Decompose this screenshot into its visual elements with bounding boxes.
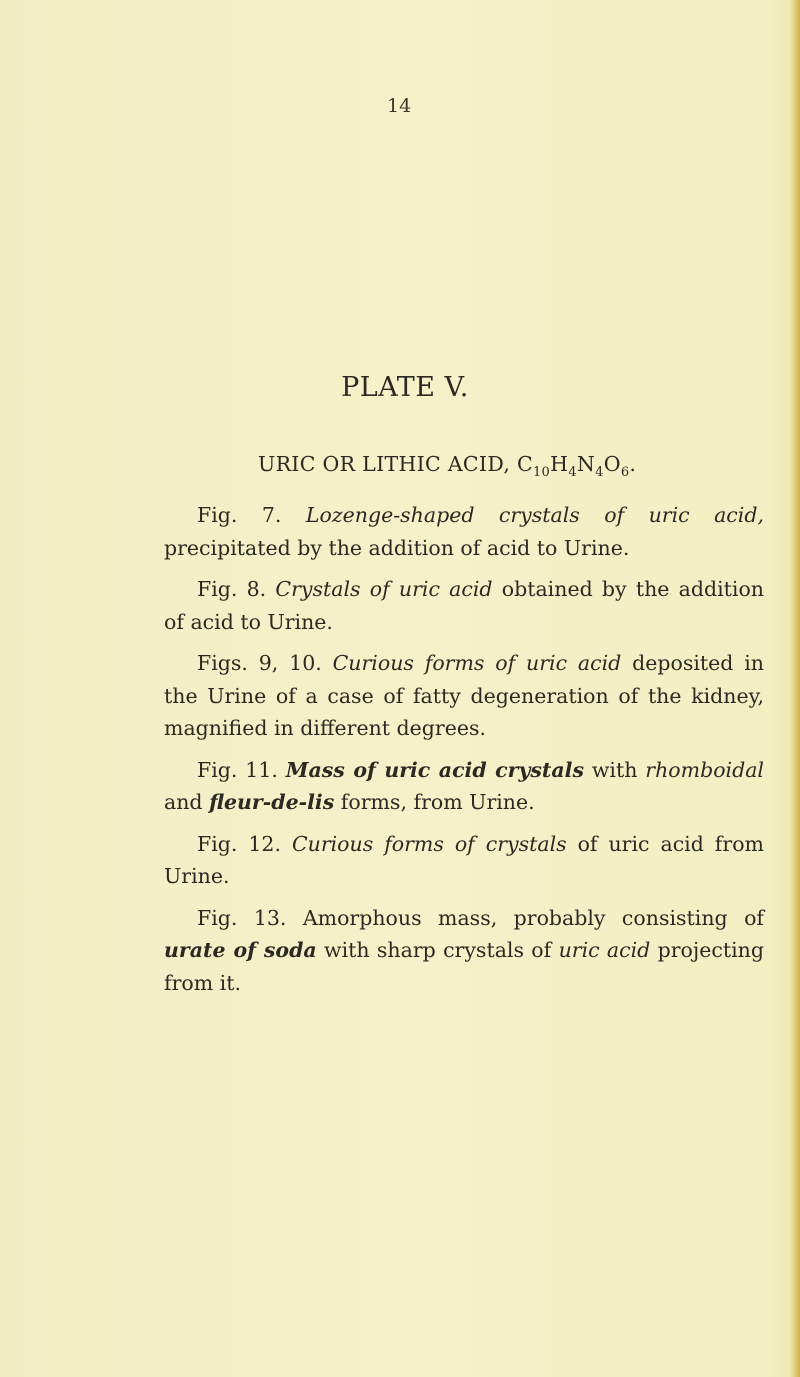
figure-entry-7: Fig. 7. Lozenge-shaped crystals of uric acid, precipitated by the addition of acid to Urine. [164,503,764,560]
plate-subtitle [258,452,636,480]
figure-entry-8: Fig. 8. Crystals of uric acid obtained by the addition of acid to Urine. [164,577,764,634]
chemical-formula: $C_{10}H_4N_4O_6$. [516,452,637,480]
subtitle-text: URIC OR LITHIC ACID, [258,452,511,476]
page-number: 14 [387,95,412,117]
figure-entry-13: Fig. 13. Amorphous mass, probably consisting of urate of soda with sharp crystals of uric acid projecting from it. [164,905,764,995]
page-edge-shadow [790,0,800,1377]
figure-entry-9-10: Figs. 9, 10. Curious forms of uric acid deposited in the Urine of a case of fatty degeneration of the kidney, magnified in different degrees. [164,651,764,740]
figure-entry-12: Fig. 12. Curious forms of crystals of uric acid from Urine. [164,831,764,888]
plate-title: PLATE V. [341,372,469,403]
figure-descriptions [164,499,764,1008]
figure-entry-11: Fig. 11. Mass of uric acid crystals with rhomboidal and fleur-de-lis forms, from Urine. [164,757,764,814]
